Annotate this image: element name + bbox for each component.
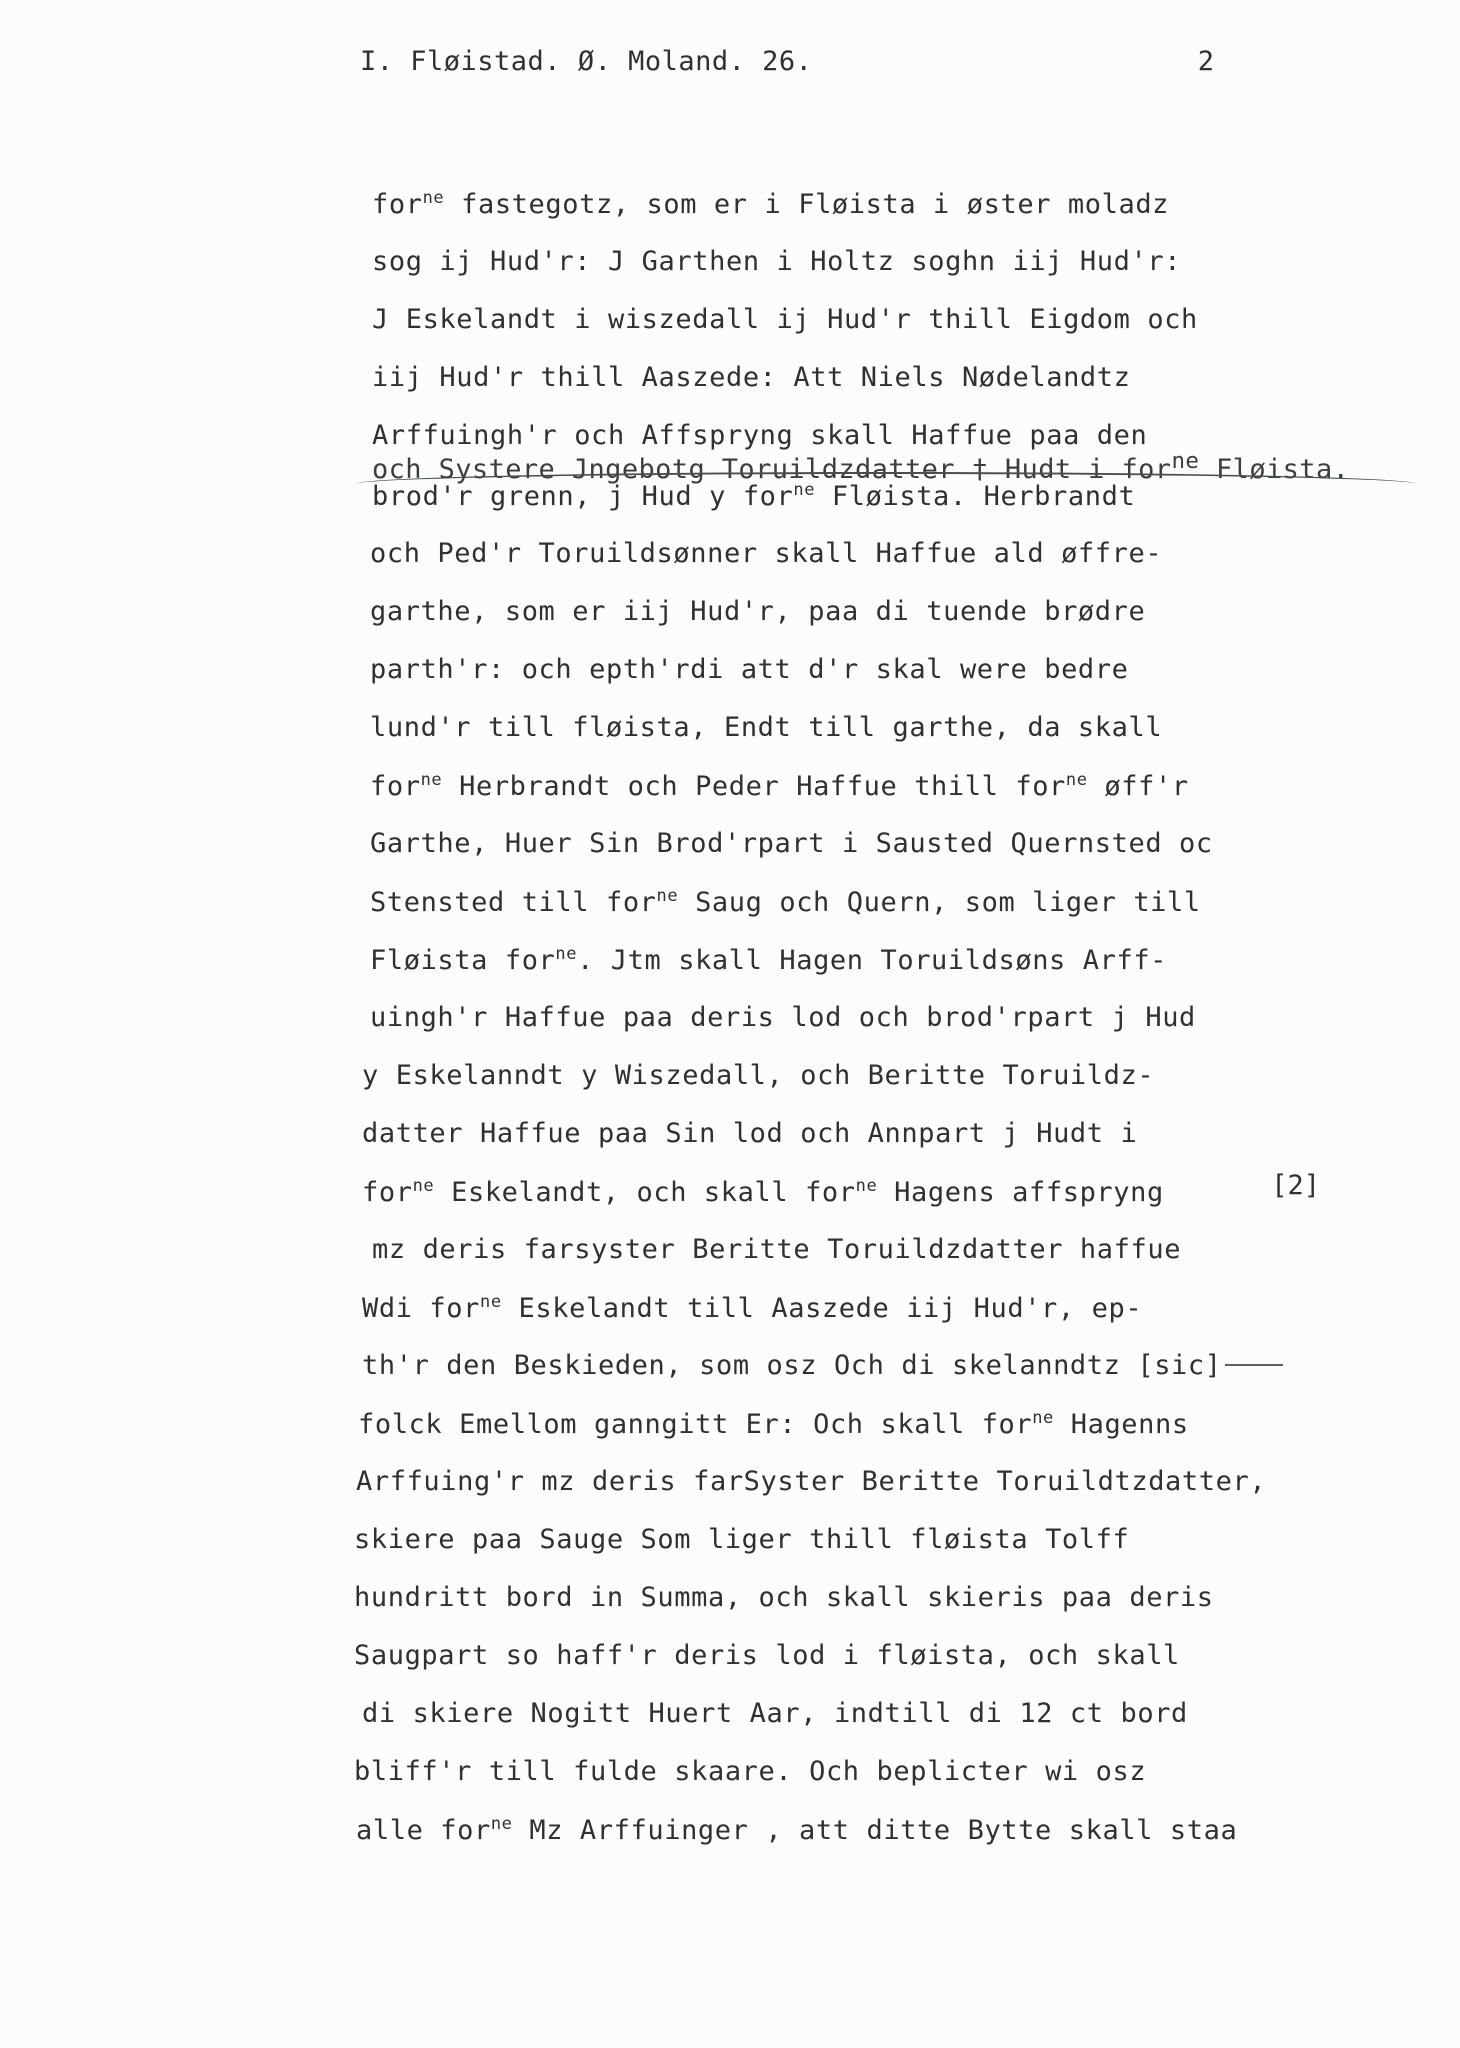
text-line (362, 1118, 1137, 1149)
superscript-abbrev: ne (1065, 770, 1088, 790)
text-line (372, 188, 1169, 220)
line-text-continued: Fløista. Herbrandt (815, 481, 1136, 512)
line-text-continued: . Jtm skall Hagen Toruildsøns Arff- (577, 945, 1168, 976)
text-line (362, 1350, 1222, 1381)
line-text: Arffuing'r mz deris farSyster Beritte Toruildtzdatter, (356, 1466, 1267, 1497)
superscript-abbrev: ne (490, 1814, 513, 1834)
text-line (354, 1640, 1180, 1671)
text-line (362, 1060, 1154, 1091)
text-line (358, 1408, 1189, 1440)
superscript-abbrev: ne (793, 480, 816, 500)
line-text: bliff'r till fulde skaare. Och beplicter wi osz (354, 1756, 1147, 1787)
text-line (362, 1292, 1142, 1324)
text-line (370, 596, 1145, 627)
text-line (362, 1698, 1188, 1729)
text-line (372, 246, 1181, 277)
page-header: I. Fløistad. Ø. Moland. 26. (360, 46, 813, 77)
line-text: y Eskelanndt y Wiszedall, och Beritte Toruildz- (362, 1060, 1155, 1091)
line-text-continued: Mz Arffuinger , att ditte Bytte skall staa (512, 1815, 1238, 1846)
line-text: Saugpart so haff'r deris lod i fløista, och skall (354, 1640, 1180, 1671)
line-text: Garthe, Huer Sin Brod'rpart i Sausted Quernsted oc (370, 828, 1213, 859)
line-text: mz deris farsyster Beritte Toruildzdatter haffue (372, 1234, 1182, 1265)
line-text: datter Haffue paa Sin lod och Annpart j Hudt i (362, 1118, 1138, 1149)
text-line (370, 944, 1167, 976)
line-text: iij Hud'r thill Aaszede: Att Niels Nødelandtz (372, 362, 1131, 393)
text-line (362, 1176, 1164, 1208)
text-line (354, 1756, 1146, 1787)
line-text-continued: Eskelandt, och skall for (434, 1177, 856, 1208)
line-text: Stensted till for (370, 887, 657, 918)
line-text: hundritt bord in Summa, och skall skieris paa deris (354, 1582, 1214, 1613)
line-text-continued: Saug och Quern, som liger till (678, 887, 1201, 918)
line-text: th'r den Beskieden, som osz Och di skelanndtz [sic] (362, 1350, 1222, 1381)
line-text: for (372, 189, 423, 220)
line-text: Fløista for (370, 945, 556, 976)
line-text: skiere paa Sauge Som liger thill fløista Tolff (354, 1524, 1130, 1555)
line-text-continued: Hagens affspryng (877, 1177, 1164, 1208)
sic-annotation-stroke (1225, 1364, 1283, 1366)
line-text: for (362, 1177, 413, 1208)
page-number: 2 (1197, 46, 1214, 77)
insertion-end: Fløista. (1199, 454, 1350, 485)
text-line (354, 1524, 1129, 1555)
superscript-abbrev: ne (420, 770, 443, 790)
line-text: Wdi for (362, 1293, 480, 1324)
text-line (356, 1466, 1266, 1497)
superscript-abbrev: ne (422, 188, 445, 208)
text-line (370, 770, 1189, 802)
margin-note: [2] (1271, 1170, 1320, 1201)
superscript-abbrev: ne (412, 1176, 435, 1196)
text-line (370, 538, 1162, 569)
line-text: J Eskelandt i wiszedall ij Hud'r thill Eigdom och (372, 304, 1198, 335)
superscript-abbrev: ne (1032, 1408, 1054, 1428)
line-text: parth'r: och epth'rdi att d'r skal were bedre (370, 654, 1129, 685)
line-text-continued: Eskelandt till Aaszede iij Hud'r, ep- (501, 1293, 1143, 1324)
line-text-continued: Herbrandt och Peder Haffue thill for (442, 771, 1066, 802)
line-text: garthe, som er iij Hud'r, paa di tuende brødre (370, 596, 1146, 627)
text-line (372, 1234, 1181, 1265)
superscript-abbrev: ne (656, 886, 679, 906)
text-line (372, 304, 1198, 335)
text-line (372, 420, 1147, 451)
text-line (370, 1002, 1196, 1033)
text-line (370, 654, 1129, 685)
line-text: alle for (356, 1815, 491, 1846)
insertion-superscript: ne (1171, 448, 1200, 474)
superscript-abbrev: ne (480, 1292, 502, 1312)
superscript-abbrev: ne (855, 1176, 878, 1196)
text-line (372, 480, 1135, 512)
text-line (370, 886, 1201, 918)
text-line (370, 712, 1162, 743)
line-text: for (370, 771, 421, 802)
line-text: och Ped'r Toruildsønner skall Haffue ald øffre- (370, 538, 1163, 569)
text-line (356, 1814, 1237, 1846)
line-text: di skiere Nogitt Huert Aar, indtill di 12 ct bord (362, 1698, 1188, 1729)
line-text: uingh'r Haffue paa deris lod och brod'rpart j Hud (370, 1002, 1196, 1033)
text-line (354, 1582, 1214, 1613)
line-text: folck Emellom ganngitt Er: Och skall for (358, 1409, 1033, 1440)
line-text-continued: øff'r (1087, 771, 1189, 802)
line-text-continued: fastegotz, som er i Fløista i øster moladz (444, 189, 1170, 220)
text-line (370, 828, 1213, 859)
line-text: Arffuingh'r och Affspryng skall Haffue paa den (372, 420, 1148, 451)
insertion-text: och Systere Jngebotg Toruildzdatter † Hudt i for (372, 454, 1172, 485)
line-text: brod'r grenn, j Hud y for (372, 481, 794, 512)
superscript-abbrev: ne (555, 944, 578, 964)
text-line (372, 362, 1131, 393)
line-text-continued: Hagenns (1053, 1409, 1189, 1440)
line-text: sog ij Hud'r: J Garthen i Holtz soghn iij Hud'r: (372, 246, 1182, 277)
line-text: lund'r till fløista, Endt till garthe, da skall (370, 712, 1163, 743)
